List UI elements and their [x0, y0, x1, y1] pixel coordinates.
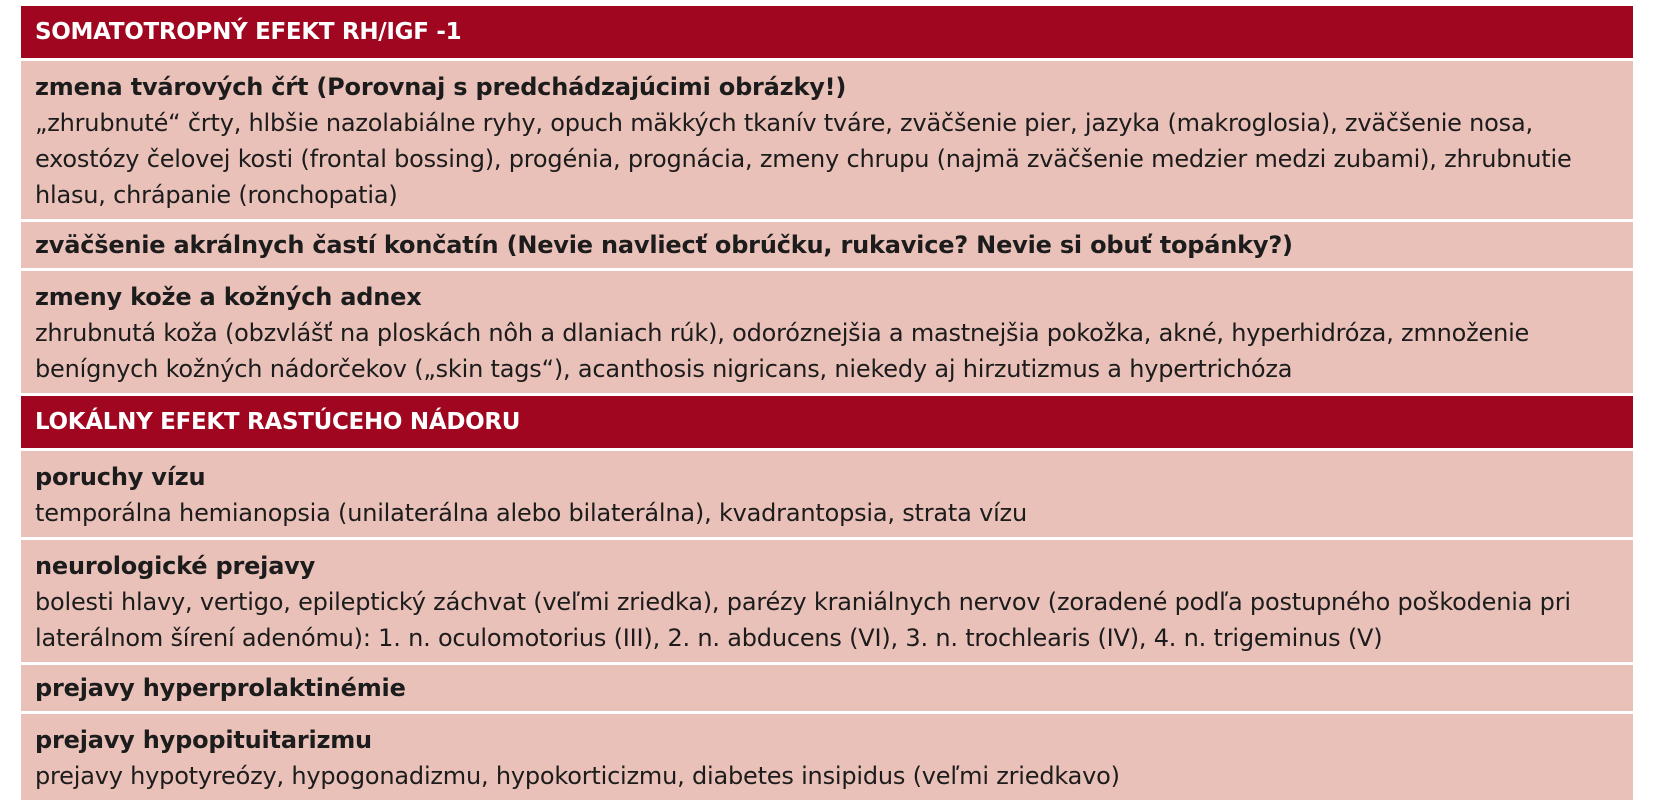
row-description: prejavy hypotyreózy, hypogonadizmu, hypokorticizmu, diabetes insipidus (veľmi zriedkavo)	[35, 762, 1120, 790]
row-skin-changes	[21, 271, 1633, 393]
row-description: zhrubnutá koža (obzvlášť na ploskách nôh a dlaniach rúk), odoróznejšia a mastnejšia pokožka, akné, hyperhidróza, zmnoženie benígnych kožných nádorčekov („skin tags“), acanthosis nigricans, niekedy aj hirzutizmus a hypertrichóza	[35, 319, 1530, 383]
row-title: zväčšenie akrálnych častí končatín (Nevie navliecť obrúčku, rukavice? Nevie si obuť topánky?)	[35, 231, 1293, 259]
row-title: poruchy vízu	[35, 463, 206, 491]
symptoms-table	[21, 6, 1633, 803]
row-facial-changes	[21, 61, 1633, 219]
row-title: zmeny kože a kožných adnex	[35, 283, 422, 311]
row-description: temporálna hemianopsia (unilaterálna alebo bilaterálna), kvadrantopsia, strata vízu	[35, 499, 1027, 527]
row-title: zmena tvárových čŕt (Porovnaj s predchádzajúcimi obrázky!)	[35, 73, 847, 101]
row-description: „zhrubnuté“ črty, hlbšie nazolabiálne ryhy, opuch mäkkých tkanív tváre, zväčšenie pier, jazyka (makroglosia), zväčšenie nosa, exostózy čelovej kosti (frontal bossing), progénia, prognácia, zmeny chrupu (najmä zväčšenie medzier medzi zubami), zhrubnutie hlasu, chrápanie (ronchopatia)	[35, 109, 1572, 209]
row-title: neurologické prejavy	[35, 552, 316, 580]
row-visual-disorders	[21, 451, 1633, 537]
section-header-local-tumor-effect: LOKÁLNY EFEKT RASTÚCEHO NÁDORU	[21, 396, 1633, 448]
section-header-somatotropic: SOMATOTROPNÝ EFEKT RH/IGF -1	[21, 6, 1633, 58]
row-hyperprolactinemia	[21, 665, 1633, 711]
row-neurological-signs	[21, 540, 1633, 662]
row-hypopituitarism	[21, 714, 1633, 800]
row-acral-enlargement	[21, 222, 1633, 268]
row-title: prejavy hypopituitarizmu	[35, 726, 372, 754]
row-title: prejavy hyperprolaktinémie	[35, 674, 406, 702]
row-description: bolesti hlavy, vertigo, epileptický záchvat (veľmi zriedka), parézy kraniálnych nervov (zoradené podľa postupného poškodenia pri laterálnom šírení adenómu): 1. n. oculomotorius (III), 2. n. abducens (VI), 3. n. trochlearis (IV), 4. n. trigeminus (V)	[35, 588, 1571, 652]
